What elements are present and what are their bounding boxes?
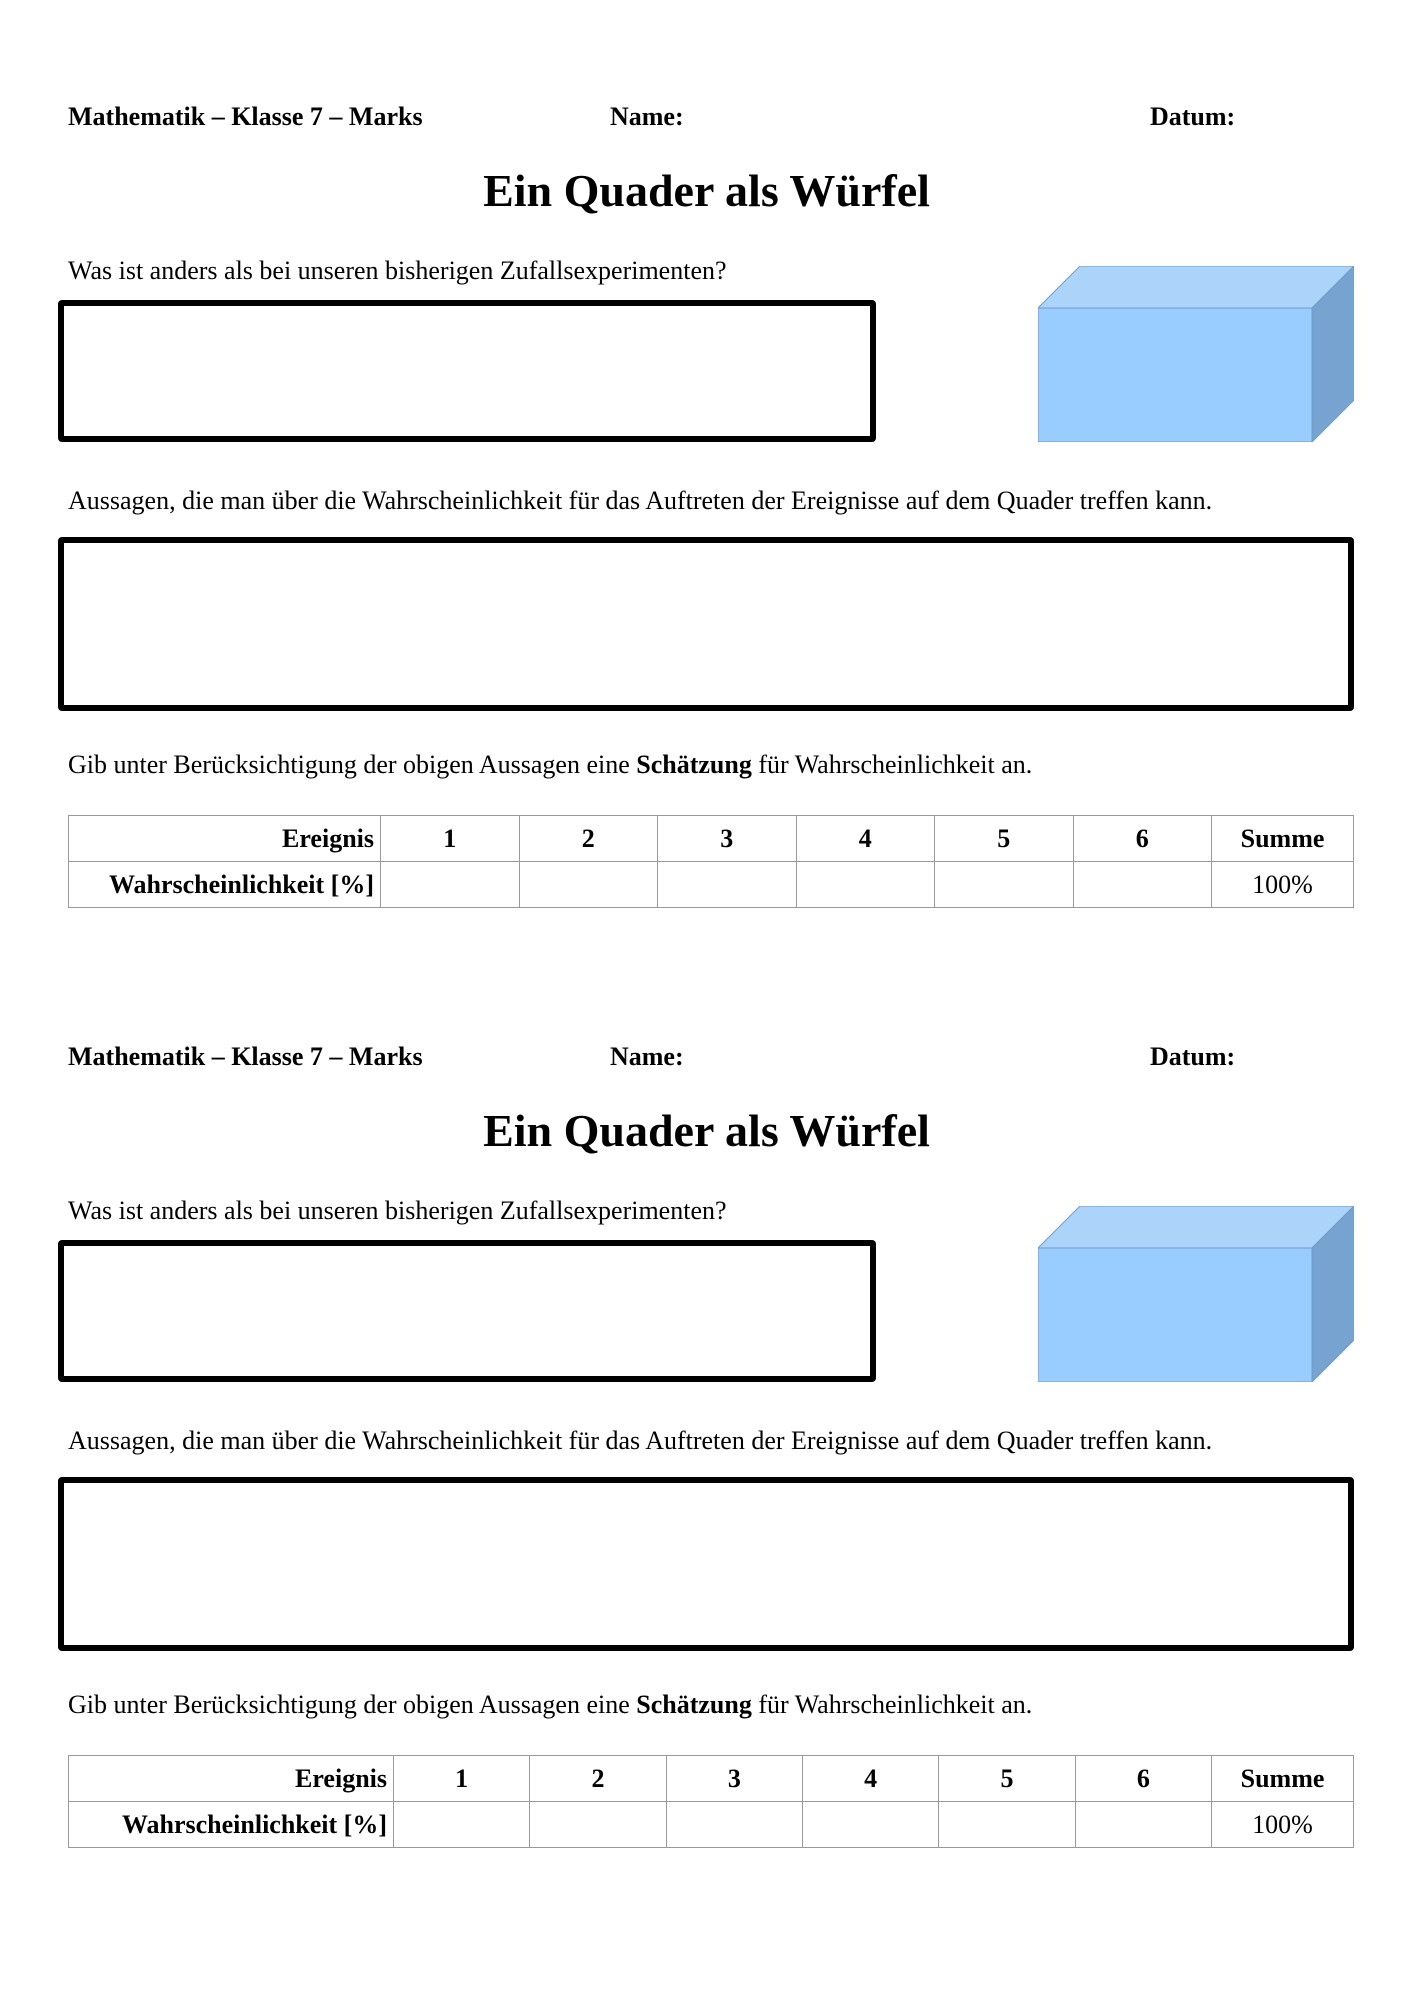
cuboid-top-face: [1038, 266, 1354, 308]
answer-box-statements[interactable]: [58, 1477, 1354, 1651]
cuboid-front-face: [1038, 308, 1312, 442]
question-differences: Was ist anders als bei unseren bisherigen Zufallsexperimenten?: [68, 1196, 727, 1225]
name-label: Name:: [610, 1042, 684, 1071]
course-label: Mathematik – Klasse 7 – Marks: [68, 1042, 423, 1071]
probability-input-6[interactable]: [1073, 862, 1212, 908]
probability-row-label: Wahrscheinlichkeit [%]: [69, 1802, 394, 1848]
event-cell-1: 1: [381, 816, 520, 862]
event-cell-6: 6: [1075, 1756, 1211, 1802]
probability-input-5[interactable]: [935, 862, 1074, 908]
probability-input-2[interactable]: [519, 862, 658, 908]
event-cell-4: 4: [796, 816, 935, 862]
question-statements: Aussagen, die man über die Wahrscheinlichkeit für das Auftreten der Ereignisse auf dem Quader treffen kann.: [68, 486, 1213, 515]
question-estimate-bold: Schätzung: [636, 1690, 752, 1719]
name-label: Name:: [610, 102, 684, 131]
probability-input-1[interactable]: [381, 862, 520, 908]
probability-input-5[interactable]: [939, 1802, 1075, 1848]
date-label: Datum:: [1150, 102, 1236, 131]
answer-box-differences[interactable]: [58, 1240, 876, 1382]
event-cell-2: 2: [519, 816, 658, 862]
sum-header-cell: Summe: [1212, 816, 1354, 862]
probability-input-2[interactable]: [530, 1802, 666, 1848]
event-cell-1: 1: [394, 1756, 530, 1802]
question-estimate-text-before: Gib unter Berücksichtigung der obigen Aussagen eine: [68, 1690, 637, 1719]
table-row-probabilities: [69, 862, 1354, 908]
worksheet-top: [0, 0, 1413, 940]
question-statements: Aussagen, die man über die Wahrscheinlichkeit für das Auftreten der Ereignisse auf dem Quader treffen kann.: [68, 1426, 1213, 1455]
table-row-events: [69, 1756, 1354, 1802]
table-row-probabilities: [69, 1802, 1354, 1848]
question-estimate-text-before: Gib unter Berücksichtigung der obigen Aussagen eine: [68, 750, 637, 779]
sum-header-cell: Summe: [1212, 1756, 1354, 1802]
cuboid-illustration: [1038, 266, 1354, 442]
answer-box-differences[interactable]: [58, 300, 876, 442]
worksheet-title: Ein Quader als Würfel: [483, 1105, 930, 1156]
worksheet-bottom: [0, 940, 1413, 1880]
probability-input-6[interactable]: [1075, 1802, 1211, 1848]
course-label: Mathematik – Klasse 7 – Marks: [68, 102, 423, 131]
answer-box-statements[interactable]: [58, 537, 1354, 711]
probability-table: [68, 815, 1354, 908]
worksheet-title: Ein Quader als Würfel: [483, 165, 930, 216]
sum-value-cell: 100%: [1212, 1802, 1354, 1848]
question-estimate-text-after: für Wahrscheinlichkeit an.: [751, 750, 1033, 779]
event-cell-5: 5: [939, 1756, 1075, 1802]
question-estimate-bold: Schätzung: [636, 750, 752, 779]
question-estimate: [68, 750, 1032, 780]
probability-row-label: Wahrscheinlichkeit [%]: [69, 862, 381, 908]
event-cell-3: 3: [666, 1756, 802, 1802]
probability-input-1[interactable]: [394, 1802, 530, 1848]
event-row-label: Ereignis: [69, 1756, 394, 1802]
event-cell-5: 5: [935, 816, 1074, 862]
sum-value-cell: 100%: [1212, 862, 1354, 908]
probability-input-3[interactable]: [658, 862, 797, 908]
probability-table: [68, 1755, 1354, 1848]
event-cell-3: 3: [658, 816, 797, 862]
event-row-label: Ereignis: [69, 816, 381, 862]
event-cell-4: 4: [802, 1756, 938, 1802]
date-label: Datum:: [1150, 1042, 1236, 1071]
event-cell-6: 6: [1073, 816, 1212, 862]
probability-input-4[interactable]: [802, 1802, 938, 1848]
question-differences: Was ist anders als bei unseren bisherigen Zufallsexperimenten?: [68, 256, 727, 285]
event-cell-2: 2: [530, 1756, 666, 1802]
table-row-events: [69, 816, 1354, 862]
probability-input-3[interactable]: [666, 1802, 802, 1848]
cuboid-top-face: [1038, 1206, 1354, 1248]
question-estimate: [68, 1690, 1032, 1720]
probability-input-4[interactable]: [796, 862, 935, 908]
question-estimate-text-after: für Wahrscheinlichkeit an.: [751, 1690, 1033, 1719]
cuboid-illustration: [1038, 1206, 1354, 1382]
cuboid-front-face: [1038, 1248, 1312, 1382]
